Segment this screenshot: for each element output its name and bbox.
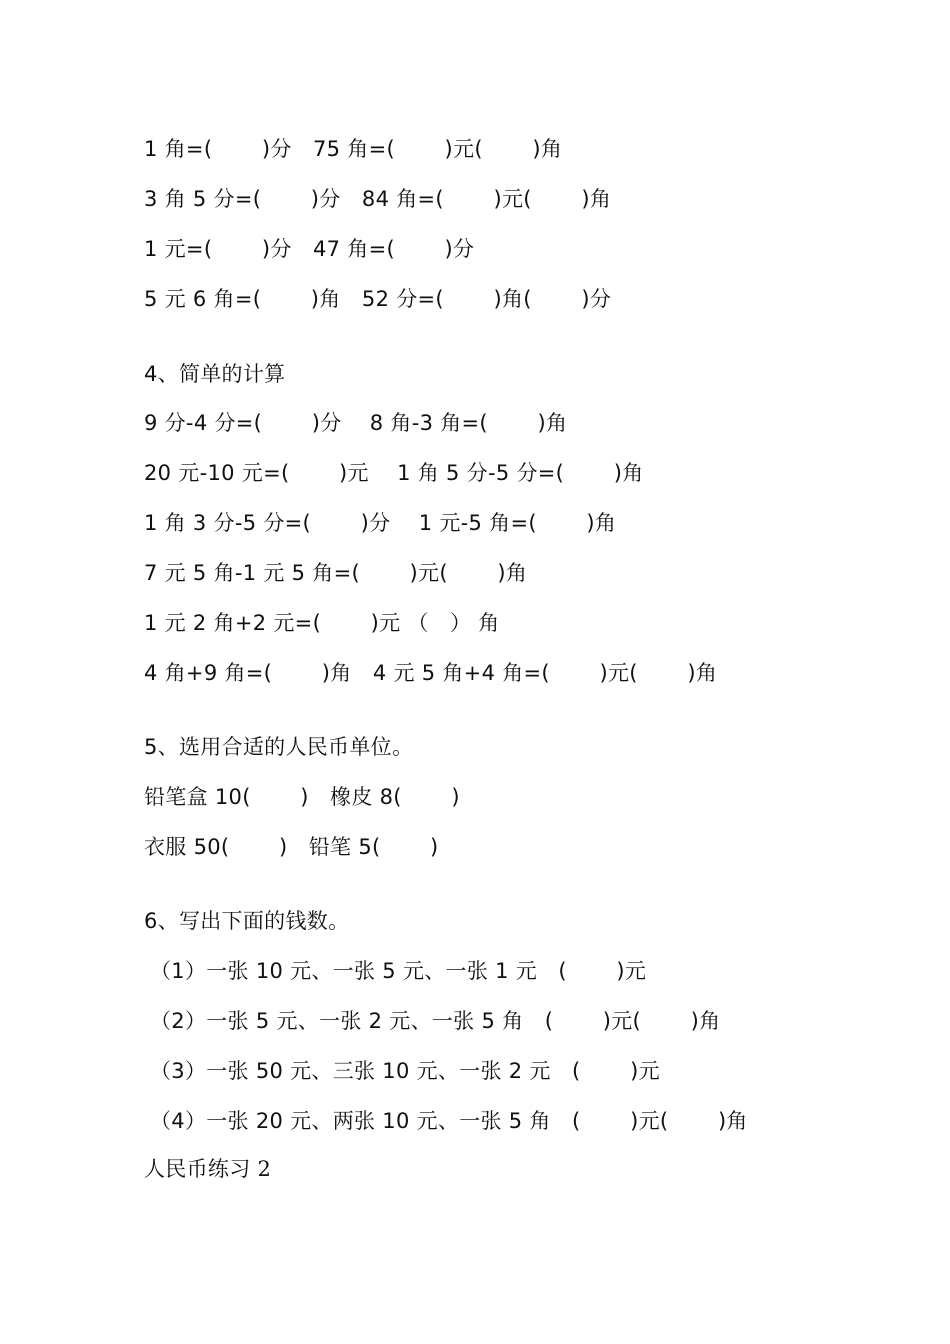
section4-line-4: 7 元 5 角-1 元 5 角=( )元( )角 [144, 561, 528, 585]
section4-line-1: 9 分-4 分=( )分 8 角-3 角=( )角 [144, 411, 568, 435]
section6-line-1: （1）一张 10 元、一张 5 元、一张 1 元 ( )元 [150, 959, 647, 983]
section5-line-1: 铅笔盒 10( ) 橡皮 8( ) [144, 785, 460, 809]
section4-line-6: 4 角+9 角=( )角 4 元 5 角+4 角=( )元( )角 [144, 661, 718, 685]
section6-line-4: （4）一张 20 元、两张 10 元、一张 5 角 ( )元( )角 [150, 1109, 748, 1133]
section4-line-5: 1 元 2 角+2 元=( )元 （ ） 角 [144, 611, 500, 635]
conversion-line-1: 1 角=( )分 75 角=( )元( )角 [144, 137, 563, 161]
section5-heading: 5、选用合适的人民币单位。 [144, 735, 414, 759]
section4-line-2: 20 元-10 元=( )元 1 角 5 分-5 分=( )角 [144, 461, 644, 485]
section4-line-3: 1 角 3 分-5 分=( )分 1 元-5 角=( )角 [144, 511, 617, 535]
conversion-line-2: 3 角 5 分=( )分 84 角=( )元( )角 [144, 187, 612, 211]
section6-line-3: （3）一张 50 元、三张 10 元、一张 2 元 ( )元 [150, 1059, 660, 1083]
section4-heading: 4、简单的计算 [144, 362, 286, 386]
footer-title: 人民币练习 2 [144, 1157, 272, 1181]
conversion-line-4: 5 元 6 角=( )角 52 分=( )角( )分 [144, 287, 612, 311]
section6-line-2: （2）一张 5 元、一张 2 元、一张 5 角 ( )元( )角 [150, 1009, 721, 1033]
section5-line-2: 衣服 50( ) 铅笔 5( ) [144, 835, 439, 859]
section6-heading: 6、写出下面的钱数。 [144, 909, 350, 933]
conversion-line-3: 1 元=( )分 47 角=( )分 [144, 237, 475, 261]
